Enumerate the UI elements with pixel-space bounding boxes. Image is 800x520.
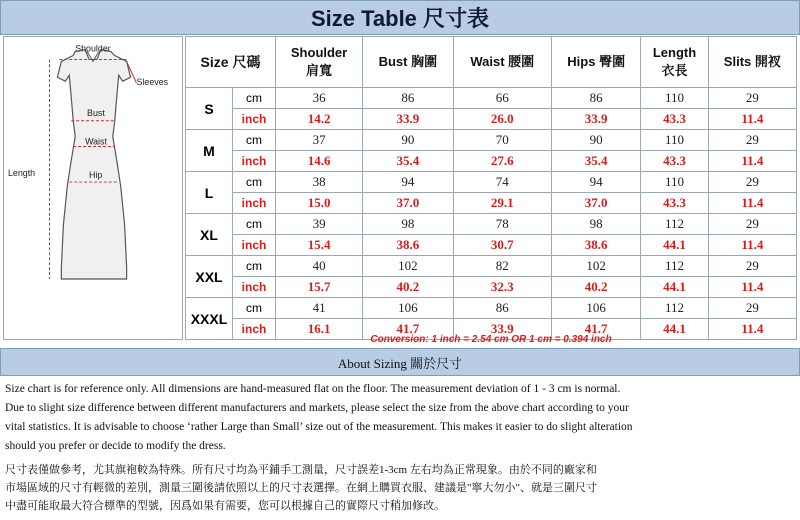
cell-cm: 90 [363,130,453,151]
cell-inch: 38.6 [363,235,453,256]
cell-inch: 33.9 [552,109,641,130]
cell-inch: 11.4 [708,319,796,340]
label-length: Length [7,168,36,179]
table-row [186,298,797,319]
cell-inch: 33.9 [453,319,551,340]
cell-cm: 112 [641,214,708,235]
chinese-line: 尺寸表僅做參考，尤其旗袍較為特殊。所有尺寸均為平鋪手工測量，尺寸誤差1-3cm 左右均為正常現象。由於不同的廠家和 [5,464,597,476]
unit-cm: cm [233,130,276,151]
cell-inch: 29.1 [453,193,551,214]
cell-cm: 98 [363,214,453,235]
cell-inch: 44.1 [641,319,708,340]
cell-inch: 16.1 [276,319,363,340]
cell-cm: 29 [708,256,796,277]
label-shoulder: Shoulder [75,43,111,54]
cell-inch: 30.7 [453,235,551,256]
chinese-line: 市場區域的尺寸有輕微的差別，測量三圍後請依照以上的尺寸表選擇。在網上購買衣服、建議是"寧大勿小"、就是三圍尺寸 [5,482,597,494]
cell-cm: 39 [276,214,363,235]
cell-inch: 43.3 [641,193,708,214]
header-length-zh: 衣長 [661,63,688,78]
cell-cm: 86 [453,298,551,319]
cell-cm: 94 [552,172,641,193]
header-waist: Waist 腰圍 [453,37,551,88]
cell-cm: 110 [641,130,708,151]
size-label: M [186,130,233,172]
cell-inch: 33.9 [363,109,453,130]
cell-cm: 82 [453,256,551,277]
cell-inch: 27.6 [453,151,551,172]
cell-inch: 11.4 [708,193,796,214]
cell-inch: 44.1 [641,235,708,256]
table-row [186,256,797,277]
unit-inch: inch [233,193,276,214]
cell-cm: 29 [708,88,796,109]
cell-inch: 41.7 [363,319,453,340]
cell-cm: 102 [552,256,641,277]
unit-inch: inch [233,235,276,256]
cell-inch: 11.4 [708,109,796,130]
cell-inch: 41.7 [552,319,641,340]
cell-cm: 90 [552,130,641,151]
cell-cm: 29 [708,214,796,235]
unit-cm: cm [233,214,276,235]
cell-cm: 112 [641,298,708,319]
about-english-text [5,380,797,456]
cell-inch: 44.1 [641,277,708,298]
size-table [185,36,797,340]
cell-cm: 38 [276,172,363,193]
cell-cm: 66 [453,88,551,109]
unit-cm: cm [233,172,276,193]
header-bust: Bust 胸圍 [363,37,453,88]
cell-cm: 36 [276,88,363,109]
unit-inch: inch [233,277,276,298]
cell-cm: 29 [708,130,796,151]
table-row [186,88,797,109]
cell-cm: 70 [453,130,551,151]
header-slits: Slits 開衩 [708,37,796,88]
english-line: should you prefer or decide to modify the dress. [5,440,226,452]
label-waist: Waist [85,136,107,147]
english-line: Size chart is for reference only. All dimensions are hand-measured flat on the floor. The measurement deviation of 1 - 3 cm is normal. [5,383,621,395]
cell-cm: 94 [363,172,453,193]
dress-measurement-diagram [3,36,183,340]
cell-inch: 14.2 [276,109,363,130]
cell-cm: 112 [641,256,708,277]
page-title: Size Table 尺寸表 [0,0,800,35]
cell-cm: 37 [276,130,363,151]
cell-cm: 86 [363,88,453,109]
cell-cm: 106 [363,298,453,319]
label-hip: Hip [89,170,103,181]
unit-cm: cm [233,256,276,277]
label-bust: Bust [87,107,105,118]
cell-inch: 11.4 [708,235,796,256]
english-line: Due to slight size difference between different manufacturers and markets, please select the size from the above chart according to your [5,402,629,414]
cell-inch: 40.2 [363,277,453,298]
cell-cm: 29 [708,298,796,319]
table-row [186,277,797,298]
cell-inch: 35.4 [552,151,641,172]
cell-inch: 15.0 [276,193,363,214]
cell-cm: 40 [276,256,363,277]
cell-cm: 110 [641,88,708,109]
label-sleeves: Sleeves [136,77,169,88]
chinese-line: 中盡可能取最大符合標準的型號，因爲如果有需要，您可以根據自己的實際尺寸稍加修改。 [5,500,445,512]
cell-inch: 35.4 [363,151,453,172]
unit-inch: inch [233,151,276,172]
cell-inch: 37.0 [363,193,453,214]
cell-cm: 41 [276,298,363,319]
unit-inch: inch [233,109,276,130]
cell-inch: 14.6 [276,151,363,172]
cell-cm: 102 [363,256,453,277]
cell-inch: 26.0 [453,109,551,130]
table-row [186,235,797,256]
cell-inch: 38.6 [552,235,641,256]
header-shoulder-zh: 肩寬 [306,63,333,78]
header-shoulder-en: Shoulder [290,45,348,60]
size-label: XL [186,214,233,256]
cell-cm: 106 [552,298,641,319]
size-label: S [186,88,233,130]
cell-cm: 74 [453,172,551,193]
cell-cm: 86 [552,88,641,109]
about-chinese-text [5,461,797,515]
size-label: XXXL [186,298,233,340]
cell-inch: 32.3 [453,277,551,298]
header-hips: Hips 臀圍 [552,37,641,88]
cell-inch: 37.0 [552,193,641,214]
size-label: L [186,172,233,214]
header-length-en: Length [652,45,697,60]
size-rows [186,88,797,340]
table-row [186,193,797,214]
unit-inch: inch [233,319,276,340]
header-length [641,37,708,88]
cell-inch: 40.2 [552,277,641,298]
cell-inch: 43.3 [641,151,708,172]
table-row [186,214,797,235]
table-row [186,130,797,151]
cell-inch: 11.4 [708,277,796,298]
unit-cm: cm [233,298,276,319]
table-header-row [186,37,797,88]
header-shoulder [276,37,363,88]
conversion-note: Conversion: 1 inch = 2.54 cm OR 1 cm = 0.394 inch [370,334,612,345]
header-size: Size 尺碼 [186,37,276,88]
english-line: vital statistics. It is advisable to choose ‘rather Large than Small’ size out of the measurement. This makes it easier to do slight alteration [5,421,633,433]
table-row [186,172,797,193]
cell-cm: 78 [453,214,551,235]
unit-cm: cm [233,88,276,109]
cell-inch: 15.4 [276,235,363,256]
table-row [186,151,797,172]
dress-figure [4,37,182,339]
cell-inch: 15.7 [276,277,363,298]
cell-cm: 110 [641,172,708,193]
size-label: XXL [186,256,233,298]
cell-cm: 98 [552,214,641,235]
cell-cm: 29 [708,172,796,193]
table-row [186,109,797,130]
cell-inch: 43.3 [641,109,708,130]
cell-inch: 11.4 [708,151,796,172]
about-sizing-header: About Sizing 關於尺寸 [0,348,800,376]
dress-outline [57,50,130,279]
